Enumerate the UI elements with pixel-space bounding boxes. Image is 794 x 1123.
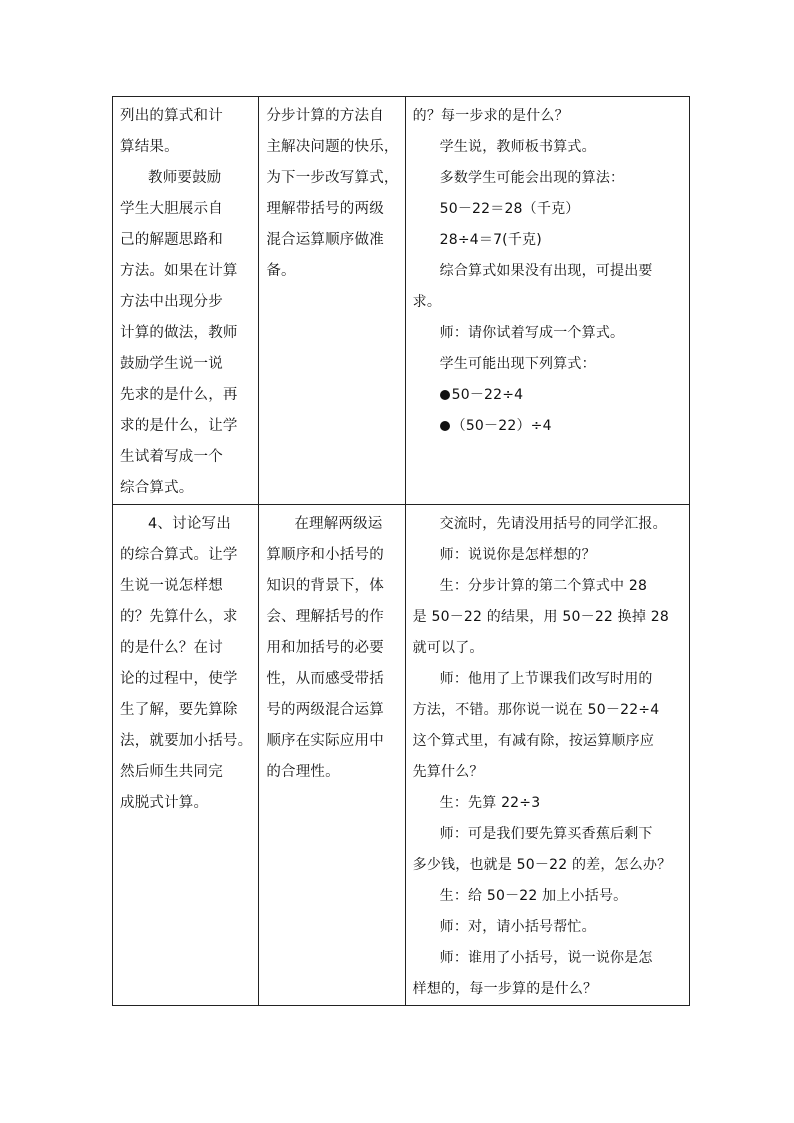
text-line: 论的过程中，使学 xyxy=(120,671,238,687)
text-line: 28÷4＝7(千克) xyxy=(439,232,542,248)
text-line: 然后师生共同完 xyxy=(120,764,223,780)
text-line: 多数学生可能会出现的算法： xyxy=(439,170,625,186)
formula-text: 50－22÷4 xyxy=(451,387,524,403)
text-line: 方法中出现分步 xyxy=(120,294,223,310)
text-line: 知识的背景下，体 xyxy=(266,578,384,594)
text-line: 的综合算式。让学 xyxy=(120,547,238,563)
text-line: 主解决问题的快乐， xyxy=(266,139,399,155)
formula-text: （50－22）÷4 xyxy=(451,418,552,434)
text-line: 生：给 50－22 加上小括号。 xyxy=(439,888,628,904)
text-line: 学生可能出现下列算式： xyxy=(439,356,596,372)
text-line: 方法。如果在计算 xyxy=(120,263,238,279)
text-line: 学生大胆展示自 xyxy=(120,201,223,217)
lesson-plan-table xyxy=(112,96,690,1006)
table-row xyxy=(113,97,690,505)
text-line: 师：他用了上节课我们改写时用的 xyxy=(439,671,653,687)
text-line: 4、讨论写出 xyxy=(148,516,231,532)
teacher-guidance-cell xyxy=(113,97,259,505)
text-line: 方法，不错。那你说一说在 50－22÷4 xyxy=(412,702,660,718)
text-line: 师：谁用了小括号，说一说你是怎 xyxy=(439,950,653,966)
text-line: 这个算式里，有减有除，按运算顺序应 xyxy=(412,733,655,749)
text-line: 算结果。 xyxy=(120,139,179,155)
classroom-process-cell xyxy=(405,505,689,1006)
table-row xyxy=(113,505,690,1006)
text-line: 会、理解括号的作 xyxy=(266,609,384,625)
text-line: 算顺序和小括号的 xyxy=(266,547,384,563)
text-line: 交流时，先请没用括号的同学汇报。 xyxy=(439,516,667,532)
text-line: 师：说说你是怎样想的？ xyxy=(439,547,596,563)
text-line: 生试着写成一个 xyxy=(120,449,223,465)
teacher-guidance-cell xyxy=(113,505,259,1006)
text-line: 生：先算 22÷3 xyxy=(439,795,541,811)
text-line: 50－22＝28（千克） xyxy=(439,201,580,217)
text-line: 生了解，要先算除 xyxy=(120,702,238,718)
text-line: 的？每一步求的是什么？ xyxy=(412,108,569,124)
text-line: 混合运算顺序做准 xyxy=(266,232,384,248)
formula-option xyxy=(413,380,683,411)
text-line: 的是什么？在讨 xyxy=(120,640,223,656)
text-line: 师：可是我们要先算买香蕉后剩下 xyxy=(439,826,653,842)
text-line: 综合算式。 xyxy=(120,480,194,496)
text-line: 法，就要加小括号。 xyxy=(120,733,253,749)
text-line: 号的两级混合运算 xyxy=(266,702,384,718)
text-line: 师：请你试着写成一个算式。 xyxy=(439,325,625,341)
bullet-icon xyxy=(440,390,450,400)
text-line: 为下一步改写算式， xyxy=(266,170,399,186)
text-line: 在理解两级运 xyxy=(294,516,383,532)
text-line: 的合理性。 xyxy=(266,764,340,780)
text-line: 求的是什么，让学 xyxy=(120,418,238,434)
text-line: 学生说，教师板书算式。 xyxy=(439,139,596,155)
classroom-process-cell xyxy=(405,97,689,505)
text-line: 的？先算什么，求 xyxy=(120,609,238,625)
text-line: 分步计算的方法自 xyxy=(266,108,384,124)
text-line: 己的解题思路和 xyxy=(120,232,223,248)
text-line: 理解带括号的两级 xyxy=(266,201,384,217)
text-line: 生说一说怎样想 xyxy=(120,578,223,594)
design-intent-cell xyxy=(259,505,405,1006)
text-line: 鼓励学生说一说 xyxy=(120,356,223,372)
text-line: 综合算式如果没有出现，可提出要 xyxy=(439,263,653,279)
text-line: 计算的做法，教师 xyxy=(120,325,238,341)
text-line: 是 50－22 的结果，用 50－22 换掉 28 xyxy=(412,609,669,625)
text-line: 师：对，请小括号帮忙。 xyxy=(439,919,596,935)
text-line: 就可以了。 xyxy=(412,640,484,656)
text-line: 用和加括号的必要 xyxy=(266,640,384,656)
text-line: 顺序在实际应用中 xyxy=(266,733,384,749)
formula-option xyxy=(413,411,683,442)
text-line: 备。 xyxy=(266,263,296,279)
text-line: 先算什么？ xyxy=(412,764,484,780)
text-line: 多少钱，也就是 50－22 的差，怎么办？ xyxy=(412,857,672,873)
design-intent-cell xyxy=(259,97,405,505)
text-line: 列出的算式和计 xyxy=(120,108,223,124)
text-line: 生：分步计算的第二个算式中 28 xyxy=(439,578,648,594)
bullet-icon xyxy=(440,421,450,431)
text-line: 性，从而感受带括 xyxy=(266,671,384,687)
text-line: 先求的是什么，再 xyxy=(120,387,238,403)
text-line: 求。 xyxy=(412,294,442,310)
text-line: 教师要鼓励 xyxy=(148,170,222,186)
text-line: 样想的，每一步算的是什么？ xyxy=(412,981,598,997)
text-line: 成脱式计算。 xyxy=(120,795,209,811)
